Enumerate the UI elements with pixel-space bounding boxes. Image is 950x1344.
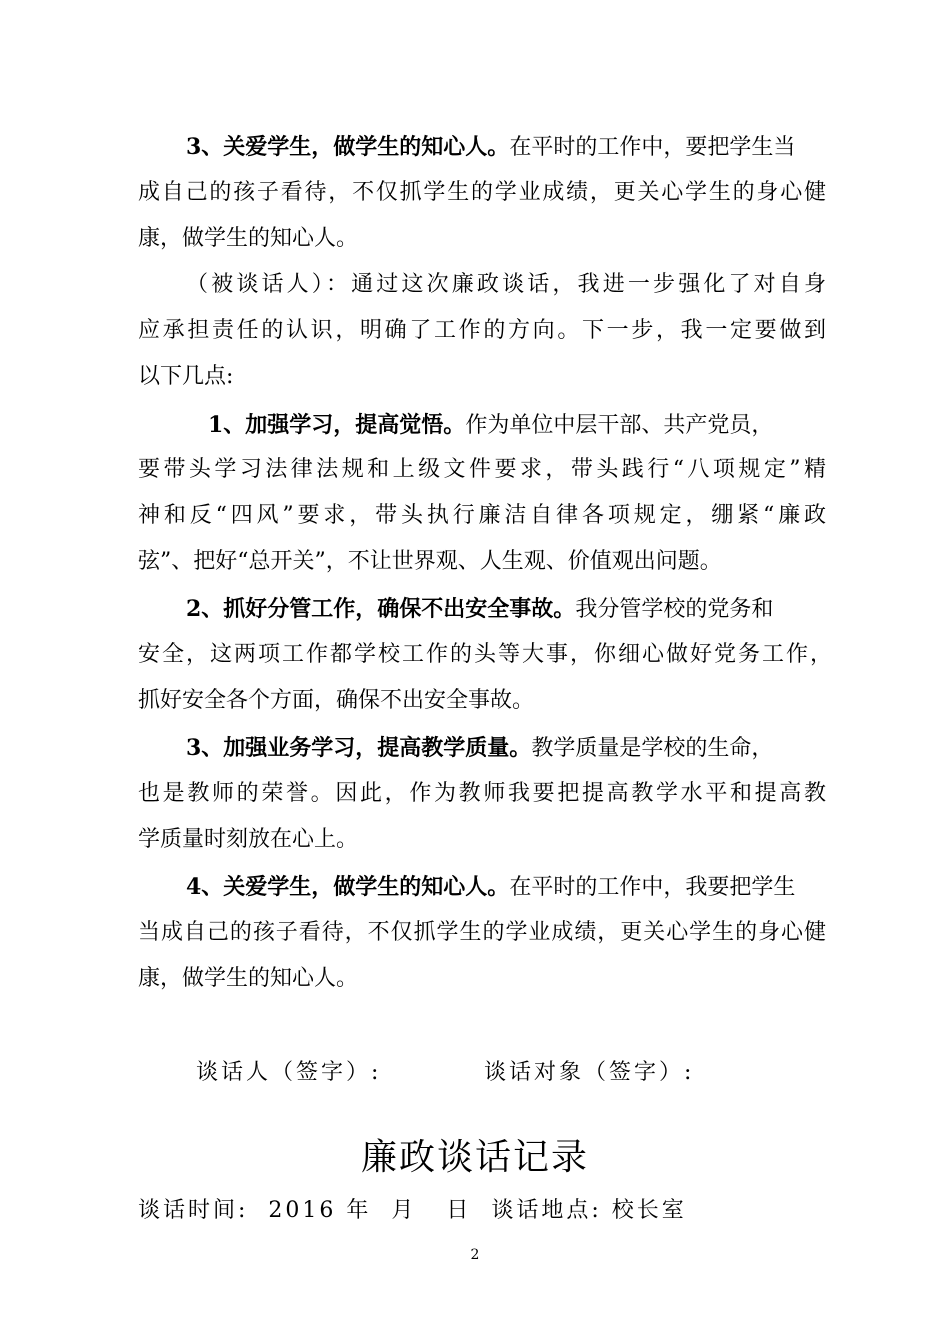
paragraph-line: 康，做学生的知心人。 bbox=[138, 226, 359, 251]
paragraph-line bbox=[208, 410, 773, 441]
bold-heading: 3、加强业务学习，提高教学质量。 bbox=[186, 735, 532, 761]
paragraph-line: 康，做学生的知心人。 bbox=[138, 966, 359, 991]
paragraph-line: 应承担责任的认识，明确了工作的方向。下一步，我一定要做到 bbox=[138, 318, 826, 343]
paragraph-line bbox=[186, 872, 795, 903]
body-text: 在平时的工作中，要把学生当 bbox=[509, 135, 796, 160]
paragraph-line bbox=[186, 594, 773, 625]
paragraph-line: 神和反“四风”要求，带头执行廉洁自律各项规定，绷紧“廉政 bbox=[138, 503, 826, 528]
paragraph-line: 以下几点: bbox=[138, 364, 234, 389]
paragraph-line: 当成自己的孩子看待，不仅抓学生的学业成绩，更关心学生的身心健 bbox=[138, 920, 826, 945]
body-text: 教学质量是学校的生命， bbox=[531, 736, 774, 761]
bold-heading: 3、关爱学生，做学生的知心人。 bbox=[186, 134, 510, 160]
bold-heading: 4、关爱学生，做学生的知心人。 bbox=[186, 874, 510, 900]
body-text: 我分管学校的党务和 bbox=[575, 597, 774, 622]
page-number: 2 bbox=[470, 1247, 480, 1263]
paragraph-line: 安全，这两项工作都学校工作的头等大事，你细心做好党务工作， bbox=[138, 642, 832, 667]
bold-heading: 1、加强学习，提高觉悟。 bbox=[208, 412, 466, 438]
bold-heading: 2、抓好分管工作，确保不出安全事故。 bbox=[186, 596, 576, 622]
body-text: 在平时的工作中，我要把学生 bbox=[509, 875, 796, 900]
paragraph-line: 要带头学习法律法规和上级文件要求，带头践行“八项规定”精 bbox=[138, 457, 826, 482]
paragraph-line: 成自己的孩子看待，不仅抓学生的学业成绩，更关心学生的身心健 bbox=[138, 180, 826, 205]
paragraph-line bbox=[186, 132, 795, 163]
subject-signature-label: 谈话对象（签字）: bbox=[484, 1060, 695, 1085]
record-info: 谈话时间: 2016 年 月 日 谈话地点: 校长室 bbox=[138, 1198, 687, 1223]
paragraph-line bbox=[186, 733, 773, 764]
body-text: 作为单位中层干部、共产党员， bbox=[465, 413, 774, 438]
paragraph-line: 也是教师的荣誉。因此，作为教师我要把提高教学水平和提高教 bbox=[138, 781, 826, 806]
record-title: 廉政谈话记录 bbox=[360, 1137, 589, 1178]
paragraph-line: 弦”、把好“总开关”，不让世界观、人生观、价值观出问题。 bbox=[138, 549, 722, 574]
paragraph-line: （被谈话人）：通过这次廉政谈话，我进一步强化了对自身 bbox=[186, 272, 826, 297]
paragraph-line: 抓好安全各个方面，确保不出安全事故。 bbox=[138, 688, 535, 713]
paragraph-line: 学质量时刻放在心上。 bbox=[138, 827, 359, 852]
talker-signature-label: 谈话人（签字）: bbox=[196, 1060, 382, 1085]
